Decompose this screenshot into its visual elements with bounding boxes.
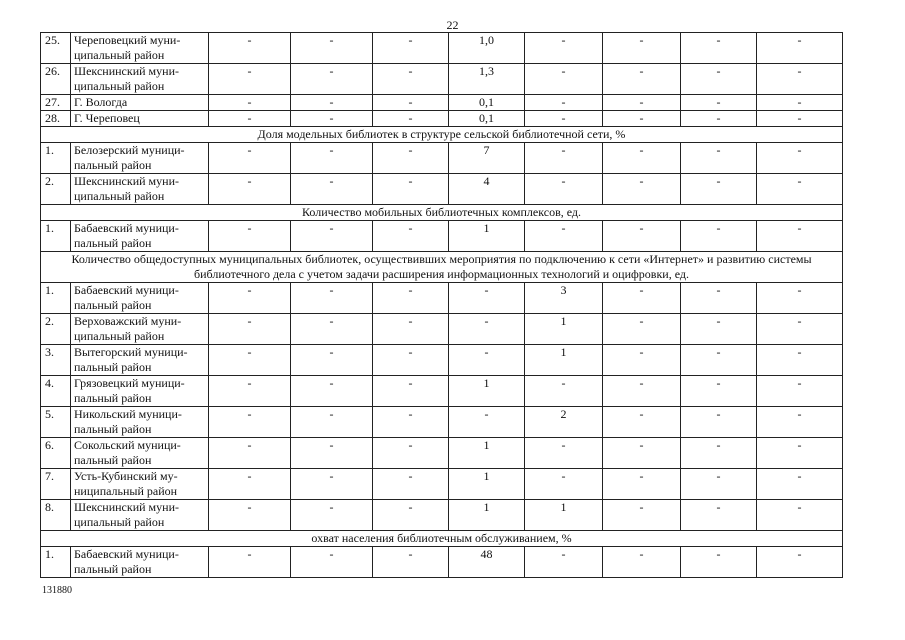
value-cell: - <box>373 33 449 64</box>
table-row <box>41 376 843 407</box>
value-cell: - <box>681 376 757 407</box>
table-row <box>41 469 843 500</box>
table-row <box>41 33 843 64</box>
value-cell: 1 <box>525 345 603 376</box>
value-cell: 1,0 <box>449 33 525 64</box>
value-cell: - <box>373 469 449 500</box>
value-cell: 1 <box>449 500 525 531</box>
value-cell: - <box>209 174 291 205</box>
value-cell: - <box>291 64 373 95</box>
value-cell: - <box>209 407 291 438</box>
value-cell: 48 <box>449 547 525 578</box>
value-cell: - <box>681 143 757 174</box>
value-cell: 1 <box>449 438 525 469</box>
value-cell: 7 <box>449 143 525 174</box>
district-name: Шекснинский муни-ципальный район <box>71 174 209 205</box>
value-cell: - <box>681 64 757 95</box>
district-name: Череповецкий муни-ципальный район <box>71 33 209 64</box>
value-cell: - <box>209 376 291 407</box>
value-cell: - <box>603 95 681 111</box>
value-cell: - <box>525 33 603 64</box>
value-cell: - <box>603 64 681 95</box>
value-cell: 1 <box>449 469 525 500</box>
value-cell: - <box>603 143 681 174</box>
value-cell: - <box>525 469 603 500</box>
value-cell: - <box>373 345 449 376</box>
value-cell: - <box>291 111 373 127</box>
value-cell: - <box>757 547 843 578</box>
district-name: Никольский муници-пальный район <box>71 407 209 438</box>
value-cell: - <box>209 500 291 531</box>
section-title: охват населения библиотечным обслуживанием, % <box>41 531 843 547</box>
page-number: 22 <box>446 18 459 32</box>
value-cell: - <box>291 345 373 376</box>
value-cell: - <box>525 95 603 111</box>
district-name: Сокольский муници-пальный район <box>71 438 209 469</box>
value-cell: - <box>449 283 525 314</box>
value-cell: - <box>373 547 449 578</box>
value-cell: - <box>525 174 603 205</box>
value-cell: - <box>757 500 843 531</box>
value-cell: - <box>209 469 291 500</box>
value-cell: - <box>603 283 681 314</box>
table-row <box>41 407 843 438</box>
row-number: 1. <box>41 283 71 314</box>
value-cell: 1,3 <box>449 64 525 95</box>
district-name: Верховажский муни-ципальный район <box>71 314 209 345</box>
table-body <box>41 33 843 578</box>
value-cell: - <box>603 407 681 438</box>
value-cell: - <box>291 500 373 531</box>
value-cell: - <box>681 314 757 345</box>
value-cell: - <box>291 376 373 407</box>
value-cell: - <box>603 469 681 500</box>
table-row <box>41 500 843 531</box>
value-cell: - <box>525 221 603 252</box>
value-cell: - <box>291 143 373 174</box>
value-cell: - <box>209 143 291 174</box>
table-row <box>41 345 843 376</box>
value-cell: - <box>757 111 843 127</box>
table-row <box>41 111 843 127</box>
value-cell: - <box>373 111 449 127</box>
table-row <box>41 314 843 345</box>
value-cell: - <box>373 376 449 407</box>
value-cell: - <box>291 438 373 469</box>
value-cell: - <box>209 283 291 314</box>
value-cell: - <box>291 283 373 314</box>
row-number: 28. <box>41 111 71 127</box>
table-row <box>41 547 843 578</box>
row-number: 1. <box>41 547 71 578</box>
value-cell: 3 <box>525 283 603 314</box>
district-name: Шекснинский муни-ципальный район <box>71 500 209 531</box>
table-row <box>41 221 843 252</box>
section-header-row <box>41 531 843 547</box>
district-name: Бабаевский муници-пальный район <box>71 221 209 252</box>
value-cell: - <box>373 221 449 252</box>
value-cell: 1 <box>525 500 603 531</box>
row-number: 8. <box>41 500 71 531</box>
row-number: 5. <box>41 407 71 438</box>
value-cell: - <box>681 95 757 111</box>
value-cell: - <box>209 95 291 111</box>
value-cell: - <box>209 221 291 252</box>
value-cell: - <box>373 500 449 531</box>
value-cell: - <box>373 283 449 314</box>
value-cell: - <box>373 143 449 174</box>
value-cell: 0,1 <box>449 111 525 127</box>
value-cell: - <box>209 345 291 376</box>
value-cell: - <box>757 64 843 95</box>
value-cell: - <box>757 95 843 111</box>
value-cell: - <box>757 407 843 438</box>
value-cell: - <box>209 111 291 127</box>
value-cell: - <box>757 283 843 314</box>
value-cell: - <box>681 345 757 376</box>
district-name: Вытегорский муници-пальный район <box>71 345 209 376</box>
row-number: 6. <box>41 438 71 469</box>
value-cell: - <box>757 314 843 345</box>
value-cell: - <box>603 500 681 531</box>
district-name: Бабаевский муници-пальный район <box>71 283 209 314</box>
value-cell: - <box>757 143 843 174</box>
value-cell: - <box>681 469 757 500</box>
table-row <box>41 95 843 111</box>
value-cell: - <box>603 314 681 345</box>
row-number: 1. <box>41 221 71 252</box>
value-cell: - <box>603 345 681 376</box>
row-number: 4. <box>41 376 71 407</box>
value-cell: - <box>603 376 681 407</box>
district-name: Грязовецкий муници-пальный район <box>71 376 209 407</box>
value-cell: - <box>291 314 373 345</box>
value-cell: 2 <box>525 407 603 438</box>
value-cell: 0,1 <box>449 95 525 111</box>
row-number: 26. <box>41 64 71 95</box>
value-cell: - <box>681 438 757 469</box>
value-cell: - <box>449 407 525 438</box>
footer-code: 131880 <box>42 585 72 596</box>
value-cell: - <box>681 500 757 531</box>
section-title: Количество мобильных библиотечных комплексов, ед. <box>41 205 843 221</box>
value-cell: - <box>291 407 373 438</box>
value-cell: - <box>681 111 757 127</box>
value-cell: - <box>525 438 603 469</box>
value-cell: - <box>525 64 603 95</box>
value-cell: - <box>603 438 681 469</box>
value-cell: 4 <box>449 174 525 205</box>
value-cell: - <box>291 547 373 578</box>
table-row <box>41 64 843 95</box>
table-row <box>41 438 843 469</box>
section-title: Количество общедоступных муниципальных библиотек, осуществивших мероприятия по подключению к сети «Интернет» и развитию системы библиотечного дела с учетом задачи расширения информационных технологий и оцифровки, ед. <box>41 252 843 283</box>
value-cell: - <box>603 547 681 578</box>
table-row <box>41 283 843 314</box>
value-cell: - <box>525 111 603 127</box>
value-cell: - <box>373 407 449 438</box>
table-row <box>41 143 843 174</box>
indicators-table <box>40 32 843 578</box>
table-row <box>41 174 843 205</box>
row-number: 7. <box>41 469 71 500</box>
value-cell: - <box>681 221 757 252</box>
row-number: 25. <box>41 33 71 64</box>
section-header-row <box>41 252 843 283</box>
value-cell: - <box>291 221 373 252</box>
value-cell: - <box>525 547 603 578</box>
section-header-row <box>41 127 843 143</box>
district-name: Г. Череповец <box>71 111 209 127</box>
district-name: Шекснинский муни-ципальный район <box>71 64 209 95</box>
value-cell: - <box>373 314 449 345</box>
value-cell: - <box>757 221 843 252</box>
value-cell: - <box>449 345 525 376</box>
value-cell: - <box>291 33 373 64</box>
value-cell: - <box>681 407 757 438</box>
row-number: 2. <box>41 174 71 205</box>
district-name: Усть-Кубинский му-ниципальный район <box>71 469 209 500</box>
value-cell: 1 <box>449 376 525 407</box>
value-cell: - <box>603 33 681 64</box>
value-cell: - <box>209 438 291 469</box>
value-cell: - <box>373 64 449 95</box>
value-cell: - <box>603 221 681 252</box>
value-cell: 1 <box>525 314 603 345</box>
value-cell: - <box>291 95 373 111</box>
district-name: Бабаевский муници-пальный район <box>71 547 209 578</box>
value-cell: - <box>681 33 757 64</box>
value-cell: - <box>757 438 843 469</box>
value-cell: - <box>757 345 843 376</box>
value-cell: - <box>681 283 757 314</box>
value-cell: - <box>209 64 291 95</box>
value-cell: - <box>603 111 681 127</box>
value-cell: - <box>681 547 757 578</box>
value-cell: - <box>757 33 843 64</box>
value-cell: 1 <box>449 221 525 252</box>
row-number: 1. <box>41 143 71 174</box>
row-number: 3. <box>41 345 71 376</box>
value-cell: - <box>209 33 291 64</box>
row-number: 2. <box>41 314 71 345</box>
value-cell: - <box>373 174 449 205</box>
value-cell: - <box>525 143 603 174</box>
value-cell: - <box>373 95 449 111</box>
value-cell: - <box>209 314 291 345</box>
value-cell: - <box>757 469 843 500</box>
value-cell: - <box>603 174 681 205</box>
value-cell: - <box>291 469 373 500</box>
value-cell: - <box>525 376 603 407</box>
district-name: Г. Вологда <box>71 95 209 111</box>
district-name: Белозерский муници-пальный район <box>71 143 209 174</box>
row-number: 27. <box>41 95 71 111</box>
value-cell: - <box>681 174 757 205</box>
value-cell: - <box>757 376 843 407</box>
section-header-row <box>41 205 843 221</box>
value-cell: - <box>757 174 843 205</box>
section-title: Доля модельных библиотек в структуре сельской библиотечной сети, % <box>41 127 843 143</box>
value-cell: - <box>373 438 449 469</box>
value-cell: - <box>449 314 525 345</box>
value-cell: - <box>291 174 373 205</box>
value-cell: - <box>209 547 291 578</box>
